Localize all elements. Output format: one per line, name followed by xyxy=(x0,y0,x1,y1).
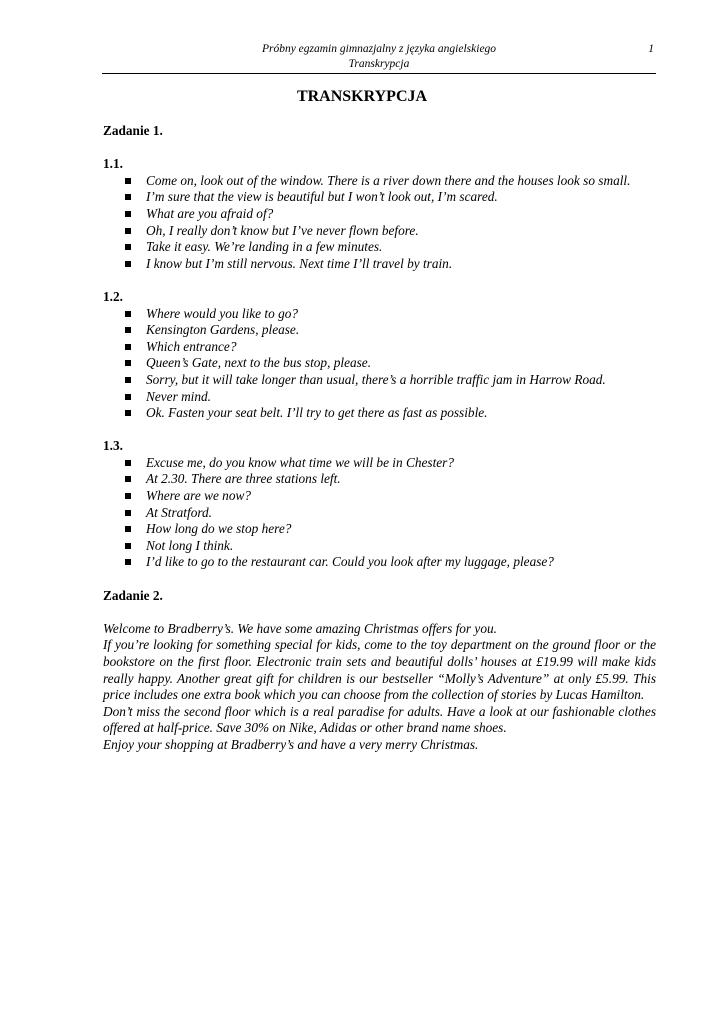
dialogue-line: Queen’s Gate, next to the bus stop, please. xyxy=(103,355,656,372)
dialogue-line: Excuse me, do you know what time we will be in Chester? xyxy=(103,455,656,472)
dialogue-line: What are you afraid of? xyxy=(103,206,656,223)
dialogue-line: Never mind. xyxy=(103,389,656,406)
dialogue-line: Take it easy. We’re landing in a few minutes. xyxy=(103,239,656,256)
transcript-paragraph: If you’re looking for something special for kids, come to the toy department on the ground floor or the bookstore on the first floor. Electronic train sets and beautiful dolls’ houses at £19.99 will make kids really happy. Another great gift for children is our bestseller “Molly’s Adventure” at only £5.99. This price includes one extra book which you can choose from the collection of stories by Lucas Hamilton. xyxy=(103,637,656,703)
transcript-paragraph: Enjoy your shopping at Bradberry’s and have a very merry Christmas. xyxy=(103,736,479,752)
dialogue-line: Come on, look out of the window. There is a river down there and the houses look so small. xyxy=(103,173,656,190)
transcript-paragraph: Welcome to Bradberry’s. We have some amazing Christmas offers for you. xyxy=(103,620,497,636)
page-number: 1 xyxy=(648,43,654,55)
zadanie-2-heading: Zadanie 2. xyxy=(103,587,163,603)
header-subtitle: Transkrypcja xyxy=(348,58,410,70)
page-header xyxy=(102,42,656,74)
dialogue-line: Sorry, but it will take longer than usual, there’s a horrible traffic jam in Harrow Road. xyxy=(103,372,656,389)
dialogue-line: I’m sure that the view is beautiful but I won’t look out, I’m scared. xyxy=(103,189,656,206)
dialogue-line: Ok. Fasten your seat belt. I’ll try to get there as fast as possible. xyxy=(103,405,656,422)
zadanie-1-heading: Zadanie 1. xyxy=(103,123,163,138)
header-exam-title: Próbny egzamin gimnazjalny z języka angielskiego xyxy=(261,43,497,55)
dialogue-line: Not long I think. xyxy=(103,538,656,555)
dialogue-line: I know but I’m still nervous. Next time I’ll travel by train. xyxy=(103,256,656,273)
dialogue-line: At Stratford. xyxy=(103,505,656,522)
dialogue-line: I’d like to go to the restaurant car. Could you look after my luggage, please? xyxy=(103,554,656,571)
dialogue-1-3-label: 1.3. xyxy=(103,438,123,454)
dialogue-line: Where would you like to go? xyxy=(103,306,656,323)
dialogue-1-2-label: 1.2. xyxy=(103,288,123,304)
dialogue-line: Kensington Gardens, please. xyxy=(103,322,656,339)
dialogue-line: Which entrance? xyxy=(103,339,656,356)
transcript-paragraph: Don’t miss the second floor which is a real paradise for adults. Have a look at our fashionable clothes offered at half-price. Save 30% on Nike, Adidas or other brand name shoes. xyxy=(103,703,656,736)
dialogue-1-3 xyxy=(103,455,656,571)
dialogue-line: How long do we stop here? xyxy=(103,521,656,538)
dialogue-line: At 2.30. There are three stations left. xyxy=(103,471,656,488)
dialogue-1-1-label: 1.1. xyxy=(103,156,123,172)
dialogue-1-2 xyxy=(103,306,656,422)
page-title: TRANSKRYPCJA xyxy=(296,88,428,105)
dialogue-line: Where are we now? xyxy=(103,488,656,505)
dialogue-1-1 xyxy=(103,173,656,273)
dialogue-line: Oh, I really don’t know but I’ve never flown before. xyxy=(103,223,656,240)
document-body xyxy=(103,123,656,754)
